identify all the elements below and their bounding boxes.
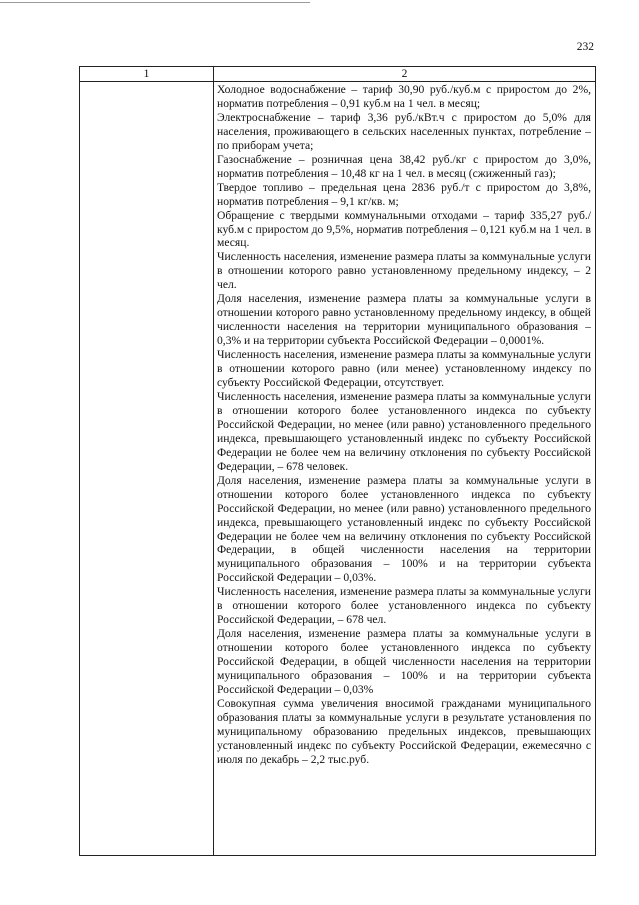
paragraph-share-equal-limit: Доля населения, изменение размера платы за коммунальные услуги в отношении которого равно установленному предельному индексу, в общей численности населения на территории муниципального образования – 0,3% и на территории субъекта Российской Федерации – 0,0001%. <box>217 292 591 348</box>
paragraph-population-above-index: Численность населения, изменение размера платы за коммунальные услуги в отношении которого более установленного индекса по субъекту Российской Федерации, – 678 чел. <box>217 585 591 627</box>
paragraph-share-between-indices: Доля населения, изменение размера платы за коммунальные услуги в отношении которого более установленного индекса по субъекту Российской Федерации, но менее (или равно) установленного предельного индекса, превышающего установленный индекс по субъекту Российской Федерации не более чем на величину отклонения по субъекту Российской Федерации, в общей численности населения на территории муниципального образования – 100% и на территории субъекта Российской Федерации – 0,03%. <box>217 473 591 585</box>
paragraph-share-above-index: Доля населения, изменение размера платы за коммунальные услуги в отношении которого более установленного индекса по субъекту Российской Федерации, в общей численности населения на территории муниципального образования – 100% и на территории субъекта Российской Федерации – 0,03% <box>217 627 591 696</box>
paragraph-population-below-index: Численность населения, изменение размера платы за коммунальные услуги в отношении которого равно (или менее) установленному индексу по субъекту Российской Федерации, отсутствует. <box>217 348 591 390</box>
page-number: 232 <box>576 41 594 53</box>
table-body-cell-2 <box>217 83 591 853</box>
paragraph-population-equal-limit: Численность населения, изменение размера платы за коммунальные услуги в отношении которого равно установленному предельному индексу, – 2 чел. <box>217 250 591 292</box>
paragraph-total-increase: Совокупная сумма увеличения вносимой гражданами муниципального образования платы за коммунальные услуги в результате установления по муниципальному образованию предельных индексов, превышающих установленный индекс по субъекту Российской Федерации, ежемесячно с июля по декабрь – 2,2 тыс.руб. <box>217 696 591 766</box>
column-divider <box>213 67 214 855</box>
paragraph-waste: Обращение с твердыми коммунальными отходами – тариф 335,27 руб./куб.м с приростом до 9,5%, норматив потребления – 0,121 куб.м на 1 чел. в месяц. <box>217 208 591 250</box>
document-table <box>79 66 596 856</box>
paragraph-electricity: Электроснабжение – тариф 3,36 руб./кВт.ч с приростом до 5,0% для населения, проживающего в сельских населенных пунктах, потребление – по приборам учета; <box>217 110 591 152</box>
paragraph-population-between-indices: Численность населения, изменение размера платы за коммунальные услуги в отношении которого более установленного индекса по субъекту Российской Федерации, но менее (или равно) установленного предельного индекса, превышающего установленный индекс по субъекту Российской Федерации не более чем на величину отклонения по субъекту Российской Федерации, – 678 человек. <box>217 389 591 473</box>
column-header-1: 1 <box>143 68 150 80</box>
table-header-row <box>80 67 595 82</box>
top-edge-rule <box>0 2 310 3</box>
paragraph-cold-water: Холодное водоснабжение – тариф 30,90 руб./куб.м с приростом до 2%, норматив потребления – 0,91 куб.м на 1 чел. в месяц; <box>217 83 591 110</box>
paragraph-solid-fuel: Твердое топливо – предельная цена 2836 руб./т с приростом до 3,8%, норматив потребления – 9,1 кг/кв. м; <box>217 180 591 208</box>
paragraph-gas: Газоснабжение – розничная цена 38,42 руб./кг с приростом до 3,0%, норматив потребления – 10,48 кг на 1 чел. в месяц (сжиженный газ); <box>217 152 591 180</box>
column-header-2: 2 <box>401 68 408 80</box>
